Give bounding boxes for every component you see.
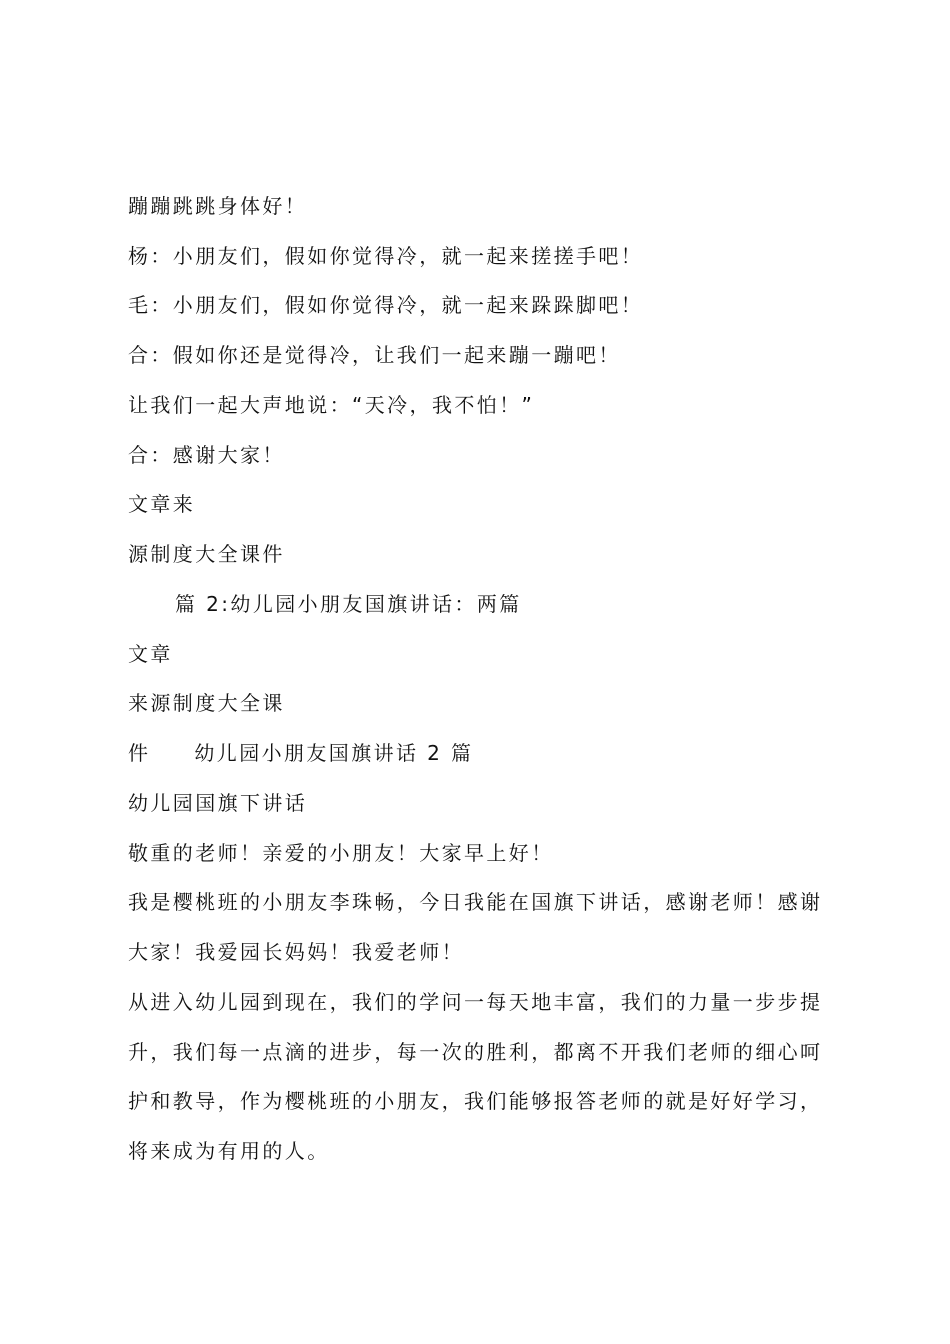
text-line — [128, 740, 473, 766]
text-line: 来源制度大全课 — [128, 691, 285, 715]
section-heading: 篇 2:幼儿园小朋友国旗讲话：两篇 — [175, 592, 522, 616]
text-line: 文章来 — [128, 492, 196, 516]
text-line: 毛：小朋友们，假如你觉得冷，就一起来跺跺脚吧！ — [128, 293, 644, 317]
text-line: 将来成为有用的人。 — [128, 1139, 330, 1163]
text-fragment: 幼儿园小朋友国旗讲话 2 篇 — [194, 741, 474, 765]
text-line: 杨：小朋友们，假如你觉得冷，就一起来搓搓手吧！ — [128, 244, 644, 268]
text-line: 合：假如你还是觉得冷，让我们一起来蹦一蹦吧！ — [128, 343, 621, 367]
text-line: 文章 — [128, 642, 173, 666]
text-line: 我是樱桃班的小朋友李珠畅，今日我能在国旗下讲话，感谢老师！感谢 — [128, 890, 823, 914]
text-line: 护和教导，作为樱桃班的小朋友，我们能够报答老师的就是好好学习， — [128, 1089, 823, 1113]
text-line: 大家！我爱园长妈妈！我爱老师！ — [128, 940, 464, 964]
text-line: 敬重的老师！亲爱的小朋友！大家早上好！ — [128, 841, 554, 865]
text-line: 幼儿园国旗下讲话 — [128, 791, 308, 815]
text-line: 合：感谢大家！ — [128, 443, 285, 467]
text-line: 蹦蹦跳跳身体好！ — [128, 194, 308, 218]
text-line: 让我们一起大声地说：“天冷，我不怕！” — [128, 393, 535, 417]
text-line: 升，我们每一点滴的进步，每一次的胜利，都离不开我们老师的细心呵 — [128, 1040, 823, 1064]
text-line: 源制度大全课件 — [128, 542, 285, 566]
text-line: 从进入幼儿园到现在，我们的学问一每天地丰富，我们的力量一步步提 — [128, 990, 823, 1014]
text-fragment: 件 — [128, 741, 151, 765]
